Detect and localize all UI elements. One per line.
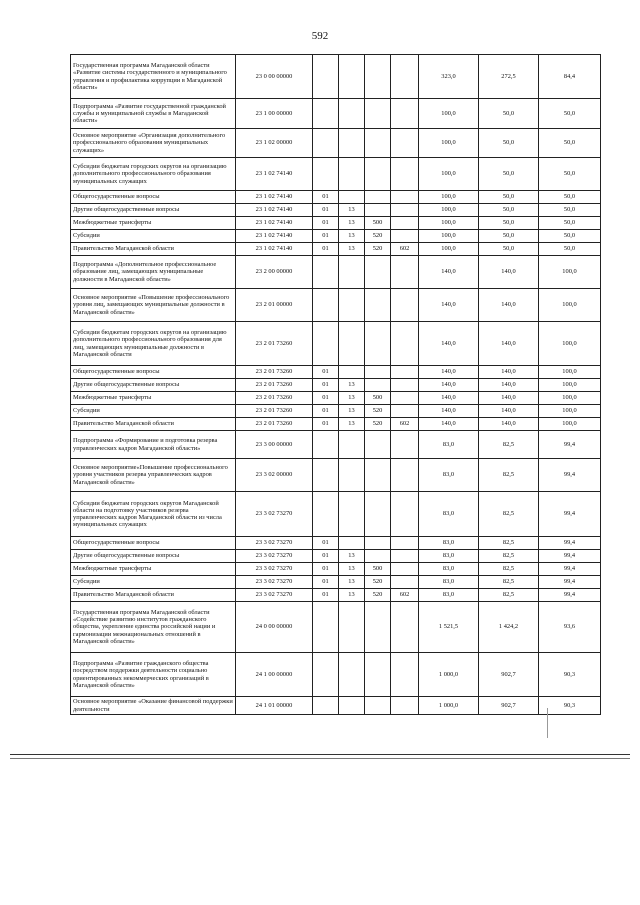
- row-administrator: [391, 431, 419, 459]
- row-percent: 100,0: [539, 379, 601, 392]
- row-section: 01: [313, 550, 339, 563]
- row-percent: 84,4: [539, 55, 601, 99]
- row-administrator: [391, 129, 419, 158]
- row-target-article: 23 1 02 00000: [236, 129, 313, 158]
- row-administrator: [391, 230, 419, 243]
- row-administrator: [391, 653, 419, 697]
- row-executed: 82,5: [479, 589, 539, 602]
- row-administrator: 602: [391, 589, 419, 602]
- row-name: Правительство Магаданской области: [71, 418, 236, 431]
- row-administrator: [391, 602, 419, 653]
- row-percent: 99,4: [539, 550, 601, 563]
- row-executed: 50,0: [479, 204, 539, 217]
- row-expense-type: [365, 204, 391, 217]
- row-name: Государственная программа Магаданской области «Содействие развитию институтов гражданского общества, укрепление единства российской нации и гармонизации межнациональных отношений в Магаданской области»: [71, 602, 236, 653]
- row-target-article: 23 2 01 00000: [236, 289, 313, 322]
- row-administrator: [391, 537, 419, 550]
- row-executed: 82,5: [479, 537, 539, 550]
- row-administrator: [391, 697, 419, 715]
- row-target-article: 23 3 02 73270: [236, 550, 313, 563]
- table-row: [71, 576, 601, 589]
- row-planned: 100,0: [419, 99, 479, 129]
- row-planned: 83,0: [419, 550, 479, 563]
- row-section: [313, 431, 339, 459]
- row-name: Подпрограмма «Развитие государственной гражданской службы и муниципальной службы в Магаданской области»: [71, 99, 236, 129]
- row-planned: 83,0: [419, 492, 479, 537]
- row-planned: 140,0: [419, 418, 479, 431]
- row-section: 01: [313, 230, 339, 243]
- row-target-article: 23 2 01 73260: [236, 392, 313, 405]
- row-executed: 272,5: [479, 55, 539, 99]
- row-executed: 140,0: [479, 418, 539, 431]
- row-planned: 140,0: [419, 392, 479, 405]
- row-planned: 140,0: [419, 366, 479, 379]
- row-percent: 100,0: [539, 289, 601, 322]
- row-section: 01: [313, 405, 339, 418]
- row-planned: 1 000,0: [419, 697, 479, 715]
- row-administrator: [391, 366, 419, 379]
- row-expense-type: 520: [365, 576, 391, 589]
- row-percent: 90,3: [539, 653, 601, 697]
- row-planned: 323,0: [419, 55, 479, 99]
- row-executed: 140,0: [479, 256, 539, 289]
- row-expense-type: [365, 99, 391, 129]
- row-administrator: [391, 405, 419, 418]
- row-subsection: [339, 129, 365, 158]
- row-expense-type: 500: [365, 217, 391, 230]
- row-subsection: [339, 431, 365, 459]
- row-percent: 100,0: [539, 366, 601, 379]
- budget-table: [70, 54, 601, 715]
- table-row: [71, 602, 601, 653]
- table-row: [71, 405, 601, 418]
- table-row: [71, 589, 601, 602]
- row-section: 01: [313, 418, 339, 431]
- row-percent: 90,3: [539, 697, 601, 715]
- row-target-article: 23 2 01 73260: [236, 366, 313, 379]
- row-section: [313, 697, 339, 715]
- row-administrator: [391, 322, 419, 366]
- budget-table-body: [71, 55, 601, 715]
- row-name: Правительство Магаданской области: [71, 589, 236, 602]
- row-expense-type: [365, 550, 391, 563]
- row-executed: 140,0: [479, 289, 539, 322]
- row-target-article: 23 1 02 74140: [236, 217, 313, 230]
- row-subsection: [339, 492, 365, 537]
- row-administrator: [391, 99, 419, 129]
- row-subsection: [339, 459, 365, 492]
- row-expense-type: [365, 697, 391, 715]
- row-expense-type: [365, 537, 391, 550]
- row-administrator: [391, 289, 419, 322]
- row-subsection: [339, 602, 365, 653]
- row-administrator: [391, 392, 419, 405]
- row-name: Межбюджетные трансферты: [71, 392, 236, 405]
- row-expense-type: [365, 289, 391, 322]
- row-section: 01: [313, 243, 339, 256]
- row-subsection: 13: [339, 418, 365, 431]
- row-target-article: 23 3 02 73270: [236, 537, 313, 550]
- row-percent: 100,0: [539, 392, 601, 405]
- row-administrator: [391, 563, 419, 576]
- row-administrator: [391, 379, 419, 392]
- row-name: Субсидии: [71, 405, 236, 418]
- row-administrator: [391, 191, 419, 204]
- row-name: Основное мероприятие «Повышение профессионального уровня лиц, замещающих муниципальные должности в Магаданской области»: [71, 289, 236, 322]
- row-percent: 99,4: [539, 589, 601, 602]
- row-target-article: 23 2 01 73260: [236, 322, 313, 366]
- table-row: [71, 459, 601, 492]
- row-planned: 100,0: [419, 204, 479, 217]
- row-name: Подпрограмма «Развитие гражданского общества посредством поддержки деятельности социально ориентированных некоммерческих организаций в Магаданской области»: [71, 653, 236, 697]
- row-subsection: 13: [339, 563, 365, 576]
- row-expense-type: [365, 366, 391, 379]
- row-subsection: 13: [339, 589, 365, 602]
- row-subsection: 13: [339, 550, 365, 563]
- row-name: Субсидии бюджетам городских округов на организацию дополнительного профессионального образования для лиц, замещающих муниципальные должности в Магаданской области: [71, 322, 236, 366]
- table-row: [71, 191, 601, 204]
- row-executed: 50,0: [479, 129, 539, 158]
- row-percent: 99,4: [539, 563, 601, 576]
- row-target-article: 23 3 02 73270: [236, 589, 313, 602]
- row-section: [313, 322, 339, 366]
- row-name: Другие общегосударственные вопросы: [71, 550, 236, 563]
- row-section: [313, 256, 339, 289]
- row-planned: 83,0: [419, 563, 479, 576]
- row-target-article: 23 2 01 73260: [236, 405, 313, 418]
- row-target-article: 23 3 02 00000: [236, 459, 313, 492]
- row-percent: 99,4: [539, 492, 601, 537]
- row-administrator: 602: [391, 418, 419, 431]
- row-subsection: [339, 191, 365, 204]
- row-name: Субсидии: [71, 230, 236, 243]
- row-planned: 140,0: [419, 379, 479, 392]
- row-section: 01: [313, 204, 339, 217]
- row-executed: 82,5: [479, 492, 539, 537]
- row-section: 01: [313, 576, 339, 589]
- row-name: Подпрограмма «Дополнительное профессиональное образование лиц, замещающих муниципальные должности в Магаданской области»: [71, 256, 236, 289]
- row-name: Другие общегосударственные вопросы: [71, 204, 236, 217]
- row-administrator: [391, 492, 419, 537]
- table-row: [71, 129, 601, 158]
- row-administrator: [391, 217, 419, 230]
- row-subsection: [339, 697, 365, 715]
- row-target-article: 23 3 02 73270: [236, 492, 313, 537]
- row-planned: 83,0: [419, 459, 479, 492]
- row-subsection: [339, 99, 365, 129]
- row-section: 01: [313, 392, 339, 405]
- table-row: [71, 55, 601, 99]
- row-planned: 1 521,5: [419, 602, 479, 653]
- row-target-article: 23 3 02 73270: [236, 576, 313, 589]
- row-percent: 50,0: [539, 191, 601, 204]
- row-target-article: 23 2 01 73260: [236, 418, 313, 431]
- row-expense-type: 520: [365, 243, 391, 256]
- row-target-article: 23 1 02 74140: [236, 230, 313, 243]
- row-section: [313, 129, 339, 158]
- table-row: [71, 653, 601, 697]
- row-executed: 1 424,2: [479, 602, 539, 653]
- row-name: Субсидии бюджетам городских округов Магаданской области на подготовку участников резерва управленческих кадров Магаданской области из числа муниципальных служащих: [71, 492, 236, 537]
- row-section: 01: [313, 366, 339, 379]
- row-expense-type: [365, 256, 391, 289]
- row-section: [313, 55, 339, 99]
- table-row: [71, 256, 601, 289]
- row-subsection: [339, 322, 365, 366]
- table-row: [71, 230, 601, 243]
- row-percent: 50,0: [539, 99, 601, 129]
- row-subsection: [339, 537, 365, 550]
- row-expense-type: [365, 129, 391, 158]
- row-executed: 140,0: [479, 379, 539, 392]
- row-percent: 100,0: [539, 405, 601, 418]
- table-row: [71, 158, 601, 191]
- margin-mark: [547, 708, 548, 738]
- row-expense-type: [365, 653, 391, 697]
- row-expense-type: 520: [365, 589, 391, 602]
- row-executed: 902,7: [479, 697, 539, 715]
- row-administrator: [391, 158, 419, 191]
- row-planned: 83,0: [419, 589, 479, 602]
- row-executed: 140,0: [479, 322, 539, 366]
- row-planned: 100,0: [419, 191, 479, 204]
- row-section: [313, 459, 339, 492]
- row-executed: 50,0: [479, 191, 539, 204]
- row-executed: 140,0: [479, 366, 539, 379]
- table-row: [71, 537, 601, 550]
- row-target-article: 23 1 02 74140: [236, 243, 313, 256]
- row-administrator: [391, 576, 419, 589]
- row-executed: 82,5: [479, 563, 539, 576]
- row-executed: 140,0: [479, 405, 539, 418]
- table-row: [71, 379, 601, 392]
- row-percent: 50,0: [539, 230, 601, 243]
- row-subsection: 13: [339, 243, 365, 256]
- row-expense-type: [365, 55, 391, 99]
- row-expense-type: 500: [365, 392, 391, 405]
- row-subsection: [339, 158, 365, 191]
- table-row: [71, 217, 601, 230]
- row-target-article: 24 0 00 00000: [236, 602, 313, 653]
- row-target-article: 23 2 00 00000: [236, 256, 313, 289]
- row-section: 01: [313, 537, 339, 550]
- row-section: [313, 602, 339, 653]
- row-section: [313, 653, 339, 697]
- table-row: [71, 418, 601, 431]
- row-subsection: [339, 653, 365, 697]
- row-name: Общегосударственные вопросы: [71, 366, 236, 379]
- row-name: Государственная программа Магаданской области «Развитие системы государственного и муниципального управления и профилактика коррупции в Магаданской области»: [71, 55, 236, 99]
- row-expense-type: [365, 459, 391, 492]
- row-executed: 82,5: [479, 550, 539, 563]
- table-row: [71, 431, 601, 459]
- row-subsection: 13: [339, 405, 365, 418]
- row-executed: 50,0: [479, 243, 539, 256]
- row-name: Общегосударственные вопросы: [71, 191, 236, 204]
- row-executed: 50,0: [479, 217, 539, 230]
- row-expense-type: [365, 379, 391, 392]
- row-planned: 140,0: [419, 405, 479, 418]
- row-target-article: 23 1 02 74140: [236, 204, 313, 217]
- row-percent: 100,0: [539, 256, 601, 289]
- row-subsection: 13: [339, 379, 365, 392]
- row-percent: 100,0: [539, 322, 601, 366]
- row-name: Субсидии бюджетам городских округов на организацию дополнительного профессионального образования муниципальных служащих: [71, 158, 236, 191]
- row-planned: 83,0: [419, 431, 479, 459]
- row-expense-type: 520: [365, 405, 391, 418]
- row-expense-type: [365, 602, 391, 653]
- row-target-article: 23 3 02 73270: [236, 563, 313, 576]
- row-expense-type: 520: [365, 418, 391, 431]
- row-target-article: 24 1 00 00000: [236, 653, 313, 697]
- table-row: [71, 697, 601, 715]
- table-row: [71, 243, 601, 256]
- row-target-article: 23 1 02 74140: [236, 191, 313, 204]
- row-percent: 50,0: [539, 129, 601, 158]
- row-executed: 902,7: [479, 653, 539, 697]
- row-executed: 82,5: [479, 576, 539, 589]
- table-row: [71, 366, 601, 379]
- row-section: [313, 158, 339, 191]
- row-percent: 50,0: [539, 158, 601, 191]
- row-planned: 100,0: [419, 217, 479, 230]
- row-percent: 100,0: [539, 418, 601, 431]
- row-target-article: 23 1 02 74140: [236, 158, 313, 191]
- row-subsection: 13: [339, 576, 365, 589]
- table-row: [71, 392, 601, 405]
- row-percent: 99,4: [539, 576, 601, 589]
- row-name: Межбюджетные трансферты: [71, 563, 236, 576]
- row-administrator: 602: [391, 243, 419, 256]
- row-administrator: [391, 55, 419, 99]
- row-subsection: [339, 55, 365, 99]
- row-planned: 1 000,0: [419, 653, 479, 697]
- row-subsection: 13: [339, 217, 365, 230]
- row-expense-type: [365, 492, 391, 537]
- row-executed: 50,0: [479, 230, 539, 243]
- row-planned: 140,0: [419, 256, 479, 289]
- row-section: 01: [313, 217, 339, 230]
- row-executed: 50,0: [479, 99, 539, 129]
- row-name: Общегосударственные вопросы: [71, 537, 236, 550]
- row-subsection: 13: [339, 204, 365, 217]
- row-section: 01: [313, 191, 339, 204]
- page-number: 592: [311, 30, 329, 42]
- row-planned: 100,0: [419, 129, 479, 158]
- row-administrator: [391, 550, 419, 563]
- row-planned: 100,0: [419, 230, 479, 243]
- row-executed: 140,0: [479, 392, 539, 405]
- table-row: [71, 204, 601, 217]
- row-percent: 50,0: [539, 217, 601, 230]
- table-row: [71, 563, 601, 576]
- row-expense-type: [365, 191, 391, 204]
- row-expense-type: [365, 158, 391, 191]
- row-administrator: [391, 256, 419, 289]
- row-subsection: 13: [339, 392, 365, 405]
- row-subsection: [339, 256, 365, 289]
- row-subsection: [339, 289, 365, 322]
- row-executed: 50,0: [479, 158, 539, 191]
- row-planned: 100,0: [419, 243, 479, 256]
- row-planned: 140,0: [419, 289, 479, 322]
- row-administrator: [391, 204, 419, 217]
- row-percent: 93,6: [539, 602, 601, 653]
- row-percent: 99,4: [539, 537, 601, 550]
- bottom-rule: [10, 754, 630, 755]
- row-name: Подпрограмма «Формирование и подготовка резерва управленческих кадров Магаданской области»: [71, 431, 236, 459]
- row-planned: 140,0: [419, 322, 479, 366]
- row-planned: 83,0: [419, 576, 479, 589]
- row-target-article: 23 3 00 00000: [236, 431, 313, 459]
- table-row: [71, 289, 601, 322]
- table-row: [71, 99, 601, 129]
- row-name: Субсидии: [71, 576, 236, 589]
- row-percent: 99,4: [539, 459, 601, 492]
- row-expense-type: 520: [365, 230, 391, 243]
- row-section: [313, 99, 339, 129]
- row-section: [313, 289, 339, 322]
- row-administrator: [391, 459, 419, 492]
- table-row: [71, 550, 601, 563]
- row-name: Другие общегосударственные вопросы: [71, 379, 236, 392]
- row-subsection: [339, 366, 365, 379]
- row-name: Межбюджетные трансферты: [71, 217, 236, 230]
- row-subsection: 13: [339, 230, 365, 243]
- row-expense-type: [365, 322, 391, 366]
- row-percent: 50,0: [539, 204, 601, 217]
- row-target-article: 23 1 00 00000: [236, 99, 313, 129]
- row-section: 01: [313, 379, 339, 392]
- row-percent: 50,0: [539, 243, 601, 256]
- row-target-article: 23 0 00 00000: [236, 55, 313, 99]
- row-expense-type: [365, 431, 391, 459]
- row-section: 01: [313, 589, 339, 602]
- row-target-article: 23 2 01 73260: [236, 379, 313, 392]
- row-name: Основное мероприятие«Повышение профессионального уровня участников резерва управленческих кадров Магаданской области»: [71, 459, 236, 492]
- row-section: 01: [313, 563, 339, 576]
- row-expense-type: 500: [365, 563, 391, 576]
- bottom-rule-thin: [10, 758, 630, 759]
- row-name: Правительство Магаданской области: [71, 243, 236, 256]
- row-section: [313, 492, 339, 537]
- row-executed: 82,5: [479, 431, 539, 459]
- row-planned: 100,0: [419, 158, 479, 191]
- row-executed: 82,5: [479, 459, 539, 492]
- row-name: Основное мероприятие «Организация дополнительного профессионального образования муниципальных служащих»: [71, 129, 236, 158]
- row-planned: 83,0: [419, 537, 479, 550]
- row-target-article: 24 1 01 00000: [236, 697, 313, 715]
- row-percent: 99,4: [539, 431, 601, 459]
- table-row: [71, 322, 601, 366]
- table-row: [71, 492, 601, 537]
- row-name: Основное мероприятие «Оказание финансовой поддержки деятельности: [71, 697, 236, 715]
